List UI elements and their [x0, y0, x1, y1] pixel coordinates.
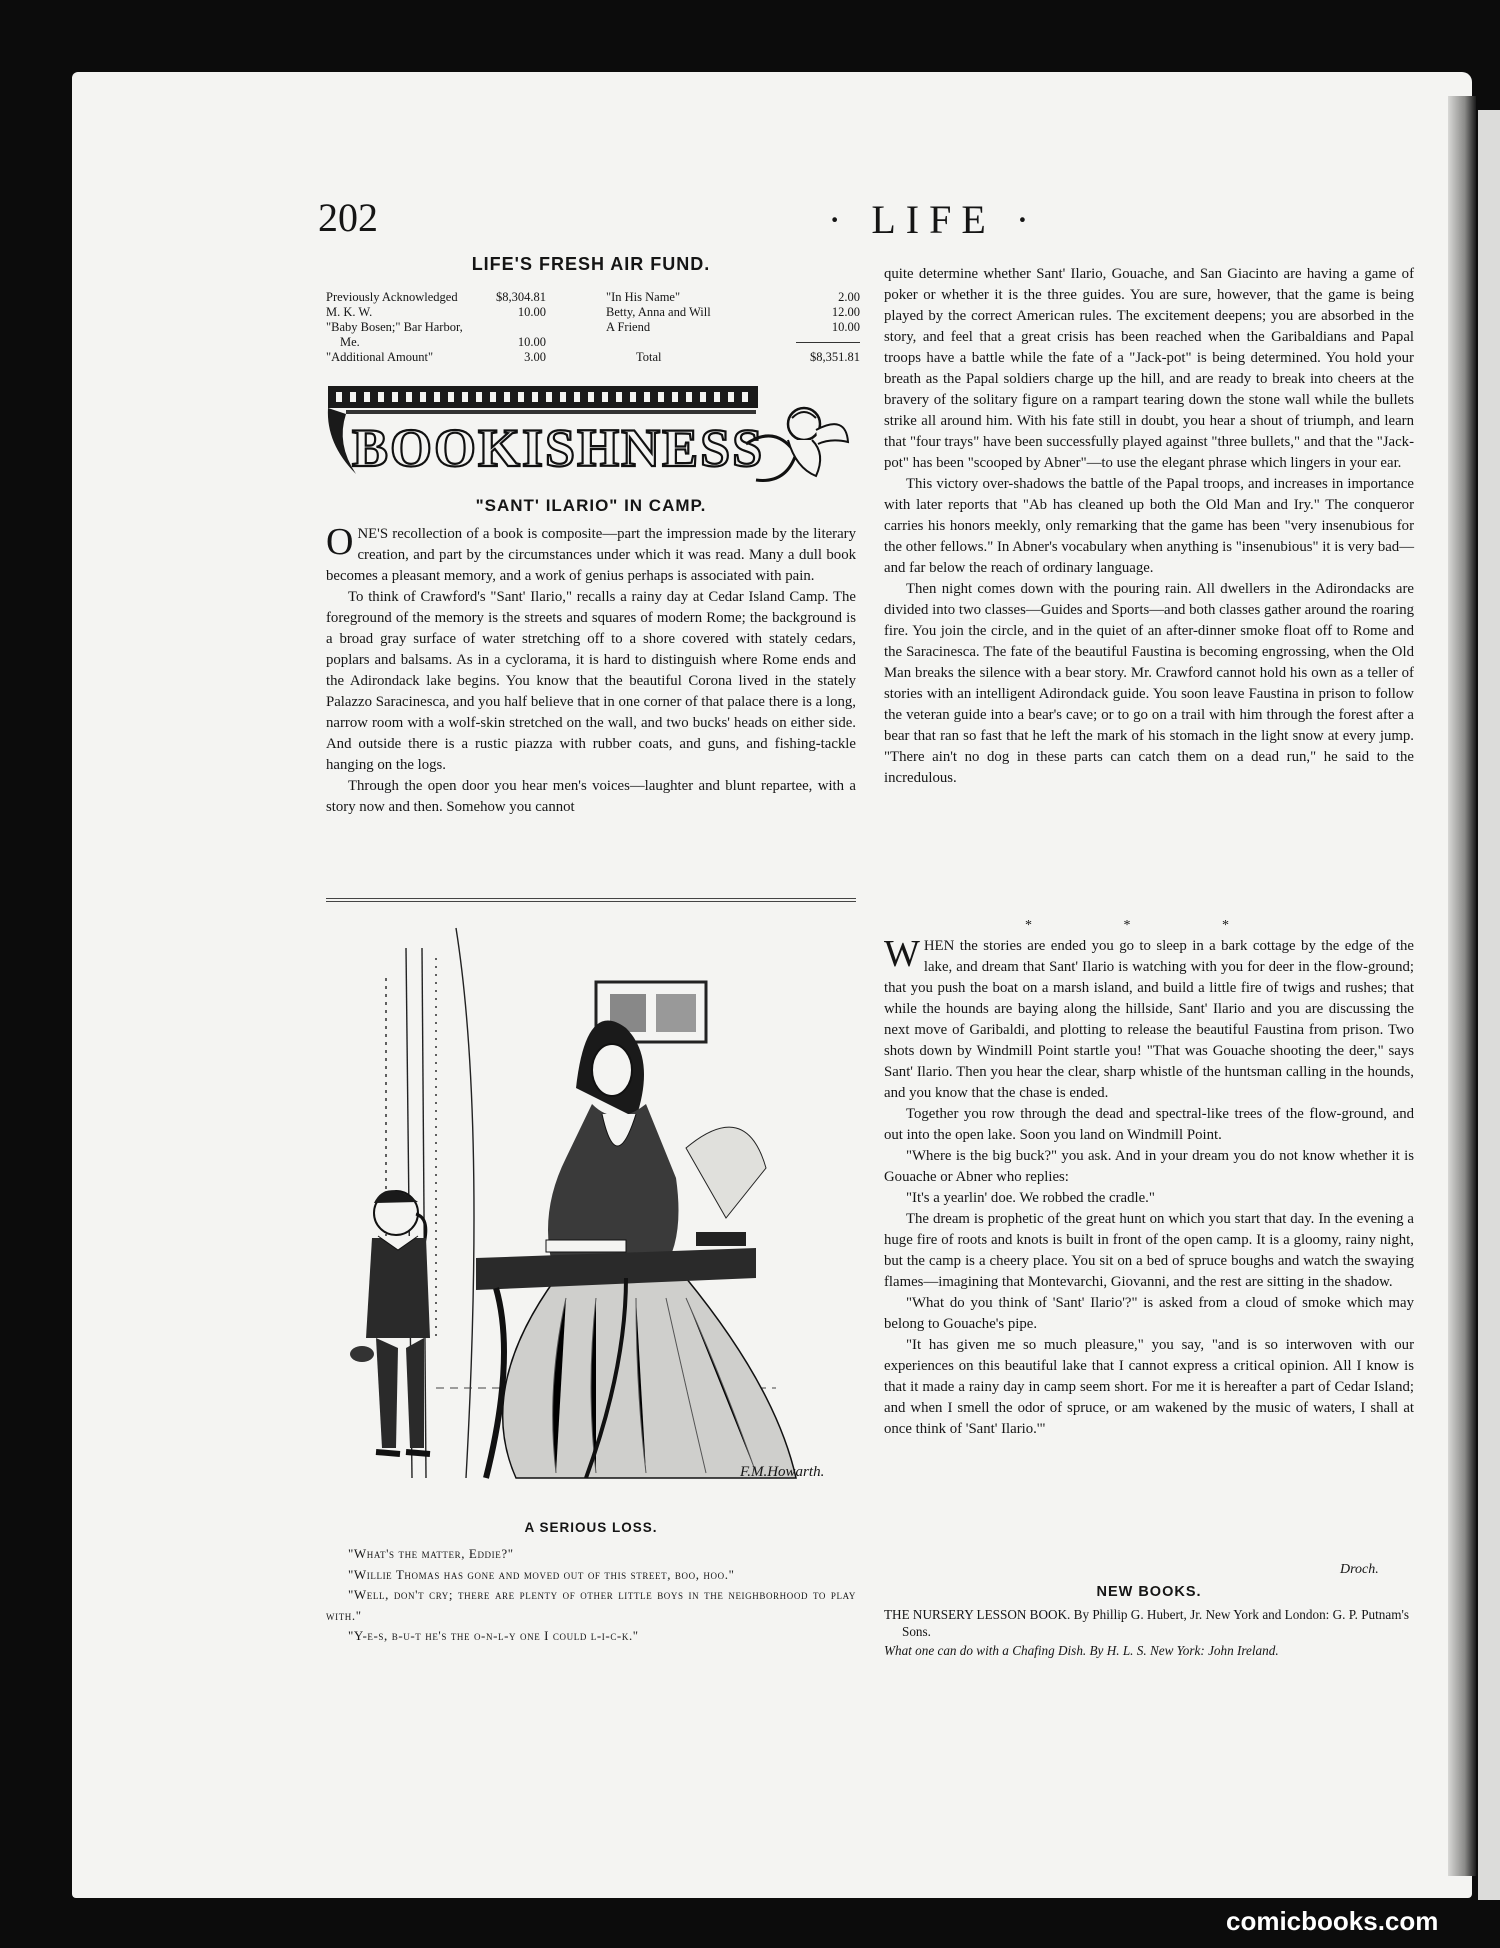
fund-total-rule [796, 342, 860, 343]
fund-row [326, 335, 860, 350]
review-paragraph: Through the open door you hear men's voices—laughter and blunt repartee, with a story now and then. Somehow you cannot [326, 778, 856, 815]
dialogue-line: "Y-e-s, b-u-t he's the o-n-l-y one I could l-i-c-k." [348, 1628, 639, 1643]
fund-left-amount: $8,304.81 [496, 290, 546, 304]
page-header [318, 194, 1368, 242]
caption-title: A SERIOUS LOSS. [524, 1520, 658, 1535]
fund-row [326, 320, 860, 335]
review-paragraph: "It has given me so much pleasure," you say, "and is so interwoven with our experiences on this beautiful lake that I cannot express a critical opinion. All I know is that it made a rainy day in camp seem short. For me it is hereafter a part of Cedar Island; and when I smell the odor of spruce, or am wakened by the music of waters, I shall at once think of 'Sant' Ilario.'" [884, 1337, 1414, 1437]
review-paragraph [326, 521, 856, 587]
fund-left-label: Me. [340, 335, 360, 349]
drop-cap: O [326, 521, 354, 563]
review-right-column-bottom [884, 933, 1414, 1440]
page-number: 202 [318, 195, 378, 240]
fund-right-amount: 2.00 [838, 290, 860, 304]
svg-text:BOOKISHNESS: BOOKISHNESS [352, 418, 765, 478]
section-break-stars: * * * [1025, 918, 1273, 933]
paragraph-text: HEN the stories are ended you go to sleep in a bark cottage by the edge of the lake, and dream that Sant' Ilario is watching with you for deer in the flow-ground; that you push the boat on a marsh island, and build a little fire of twigs and rushes; that while the hounds are baying along the hillside, Sant' Ilario and you are discussing the next move of Garibaldi, and plotting to release the beautiful Faustina from prison. Two shots down by Windmill Point startle you! "That was Gouache shooting the deer," says Sant' Ilario. Then you hear the clear, sharp whistle of the huntsman calling in the hounds, and you know that the chase is ended. [884, 938, 1414, 1101]
review-paragraph: Then night comes down with the pouring rain. All dwellers in the Adirondacks are divided into two classes—Guides and Sports—and both classes gather around the roaring fire. You join the circle, and in the quiet of an after-dinner smoke float off to Rome and the Saracinesca. The fate of the beautiful Faustina is becoming engrossing, when the Old Man breaks the silence with a bear story. Mr. Crawford cannot hold his own as a teller of stories with an intelligent Adirondack guide. You soon leave Faustina in prison to follow the veteran guide into a bear's cave; or to go on a trail with him through the forest after a bear that ran so fast that he left the mark of his stomach in the light snow at every jump. "There ain't no dog in these parts can catch them on a dead run," he said to the incredulous. [884, 581, 1414, 786]
new-books-title: NEW BOOKS. [1096, 1584, 1202, 1600]
artist-signature: F.M.Howarth. [740, 1464, 825, 1480]
column-divider-rule [326, 898, 856, 902]
drop-cap: W [884, 933, 920, 975]
site-watermark: comicbooks.com [1226, 1906, 1439, 1936]
new-books-list [884, 1606, 1414, 1661]
review-paragraph: "It's a yearlin' doe. We robbed the cradle." [906, 1190, 1155, 1206]
fund-row [326, 290, 860, 305]
fund-right-label: "In His Name" [606, 290, 681, 304]
fund-left-label: "Baby Bosen;" Bar Harbor, [326, 320, 463, 334]
author-signature: Droch. [1340, 1562, 1379, 1577]
review-paragraph: The dream is prophetic of the great hunt on which you start that day. In the evening a huge fire of roots and knots is built in front of the open camp. It is a gloomy, rainy night, but the camp is a cheery place. You sit on a bed of spruce boughs and watch the swaying flames—imagining that Montevarchi, Giovanni, and the rest are sitting in the shadow. [884, 1211, 1414, 1290]
running-title: · LIFE · [828, 197, 1040, 242]
review-title: "SANT' ILARIO" IN CAMP. [475, 496, 707, 515]
review-right-column-top [884, 264, 1414, 789]
fund-left-amount: 10.00 [517, 335, 546, 349]
cartoon-illustration [326, 918, 856, 1512]
dialogue-line: "What's the matter, Eddie?" [348, 1546, 514, 1561]
fund-left-amount: 3.00 [524, 350, 546, 364]
review-paragraph: "What do you think of 'Sant' Ilario'?" is asked from a cloud of smoke which may belong to Gouache's pipe. [884, 1295, 1414, 1332]
fund-left-label: "Additional Amount" [326, 350, 434, 364]
facing-page-edge [1478, 110, 1500, 1900]
dialogue-line: "Willie Thomas has gone and moved out of this street, boo, hoo." [348, 1566, 735, 1582]
fund-title: LIFE'S FRESH AIR FUND. [471, 254, 711, 274]
page-spine-shadow [1448, 96, 1476, 1876]
dialogue-line: "Well, don't cry; there are plenty of other little boys in the neighborhood to play with." [326, 1587, 856, 1623]
fund-left-amount: 10.00 [517, 305, 546, 319]
bookishness-banner [326, 384, 856, 494]
review-left-column [326, 521, 856, 818]
bookishness-banner-art [326, 384, 856, 494]
fund-left-label: M. K. W. [326, 305, 373, 319]
review-paragraph: quite determine whether Sant' Ilario, Gouache, and San Giacinto are having a game of poker or whether it is the three guides. You are sure, however, that the game is being played by the correct American rules. The excitement deepens; you are absorbed in the story, and feel that a great crisis has been reached when the Garibaldians and Papal troops have a battle while the fate of a "Jack-pot" is being determined. You hold your breath as the Papal soldiers charge up the hill, and are ready to break into cheers at the bravery of the solitary figure on a rampart tearing down the stone wall while the bullets strike all around him. With his fate still in doubt, you hear a shout of triumph, and learn that "four trays" have been successfully played against "three bullets," and that the "Jack-pot" has been "scooped by Abner"—to use the elegant phrase which lingers in your ear. [884, 266, 1414, 471]
cartoon-drawing [326, 918, 856, 1512]
fund-row [326, 305, 860, 320]
fund-right-amount: 10.00 [831, 320, 860, 334]
fund-right-amount: 12.00 [831, 305, 860, 319]
fund-total-amount: $8,351.81 [810, 350, 860, 364]
fund-right-label: Betty, Anna and Will [606, 305, 711, 319]
fund-left-label: Previously Acknowledged [326, 290, 458, 304]
paragraph-text: NE'S recollection of a book is composite—part the impression made by the literary creation, and part by the circumstances under which it was read. Many a dull book becomes a pleasant memory, and a work of genius perhaps is associated with pain. [326, 526, 856, 584]
new-book-entry: THE NURSERY LESSON BOOK. By Phillip G. Hubert, Jr. New York and London: G. P. Putnam's Sons. [884, 1607, 1410, 1639]
review-paragraph: To think of Crawford's "Sant' Ilario," recalls a rainy day at Cedar Island Camp. The foreground of the memory is the streets and squares of modern Rome; the background is a broad gray surface of water stretching off to a shore covered with stately cedars, poplars and balsams. As in a cyclorama, it is hard to distinguish where Rome ends and the Adirondack lake begins. You know that the beautiful Corona lived in the stately Palazzo Saracinesca, and you half believe that in one corner of that palace there is a long, narrow room with a wolf-skin stretched on the wall, and two bucks' heads on either side. And outside there is a rustic piazza with rubber coats, and guns, and fishing-tackle hanging on the logs. [326, 589, 856, 773]
new-book-entry: What one can do with a Chafing Dish. By H. L. S. New York: John Ireland. [884, 1643, 1279, 1658]
fund-right-label: A Friend [606, 320, 651, 334]
review-paragraph [884, 933, 1414, 1104]
review-paragraph: This victory over-shadows the battle of the Papal troops, and increases in importance with later reports that "Ab has cleaned up both the Old Man and Iry." The conqueror carries his honors meekly, only remarking that the game has been "very insenubious for the other fellows." In Abner's vocabulary when anything is "insenubious" it is very bad—and far below the reach of ordinary language. [884, 476, 1414, 576]
review-paragraph: Together you row through the dead and spectral-like trees of the flow-ground, and out into the open lake. Soon you land on Windmill Point. [884, 1106, 1414, 1143]
fund-total-label: Total [636, 350, 662, 364]
fund-row [326, 350, 860, 365]
caption-dialogue [326, 1544, 856, 1647]
review-paragraph: "Where is the big buck?" you ask. And in your dream you do not know whether it is Gouache or Abner who replies: [884, 1148, 1414, 1185]
